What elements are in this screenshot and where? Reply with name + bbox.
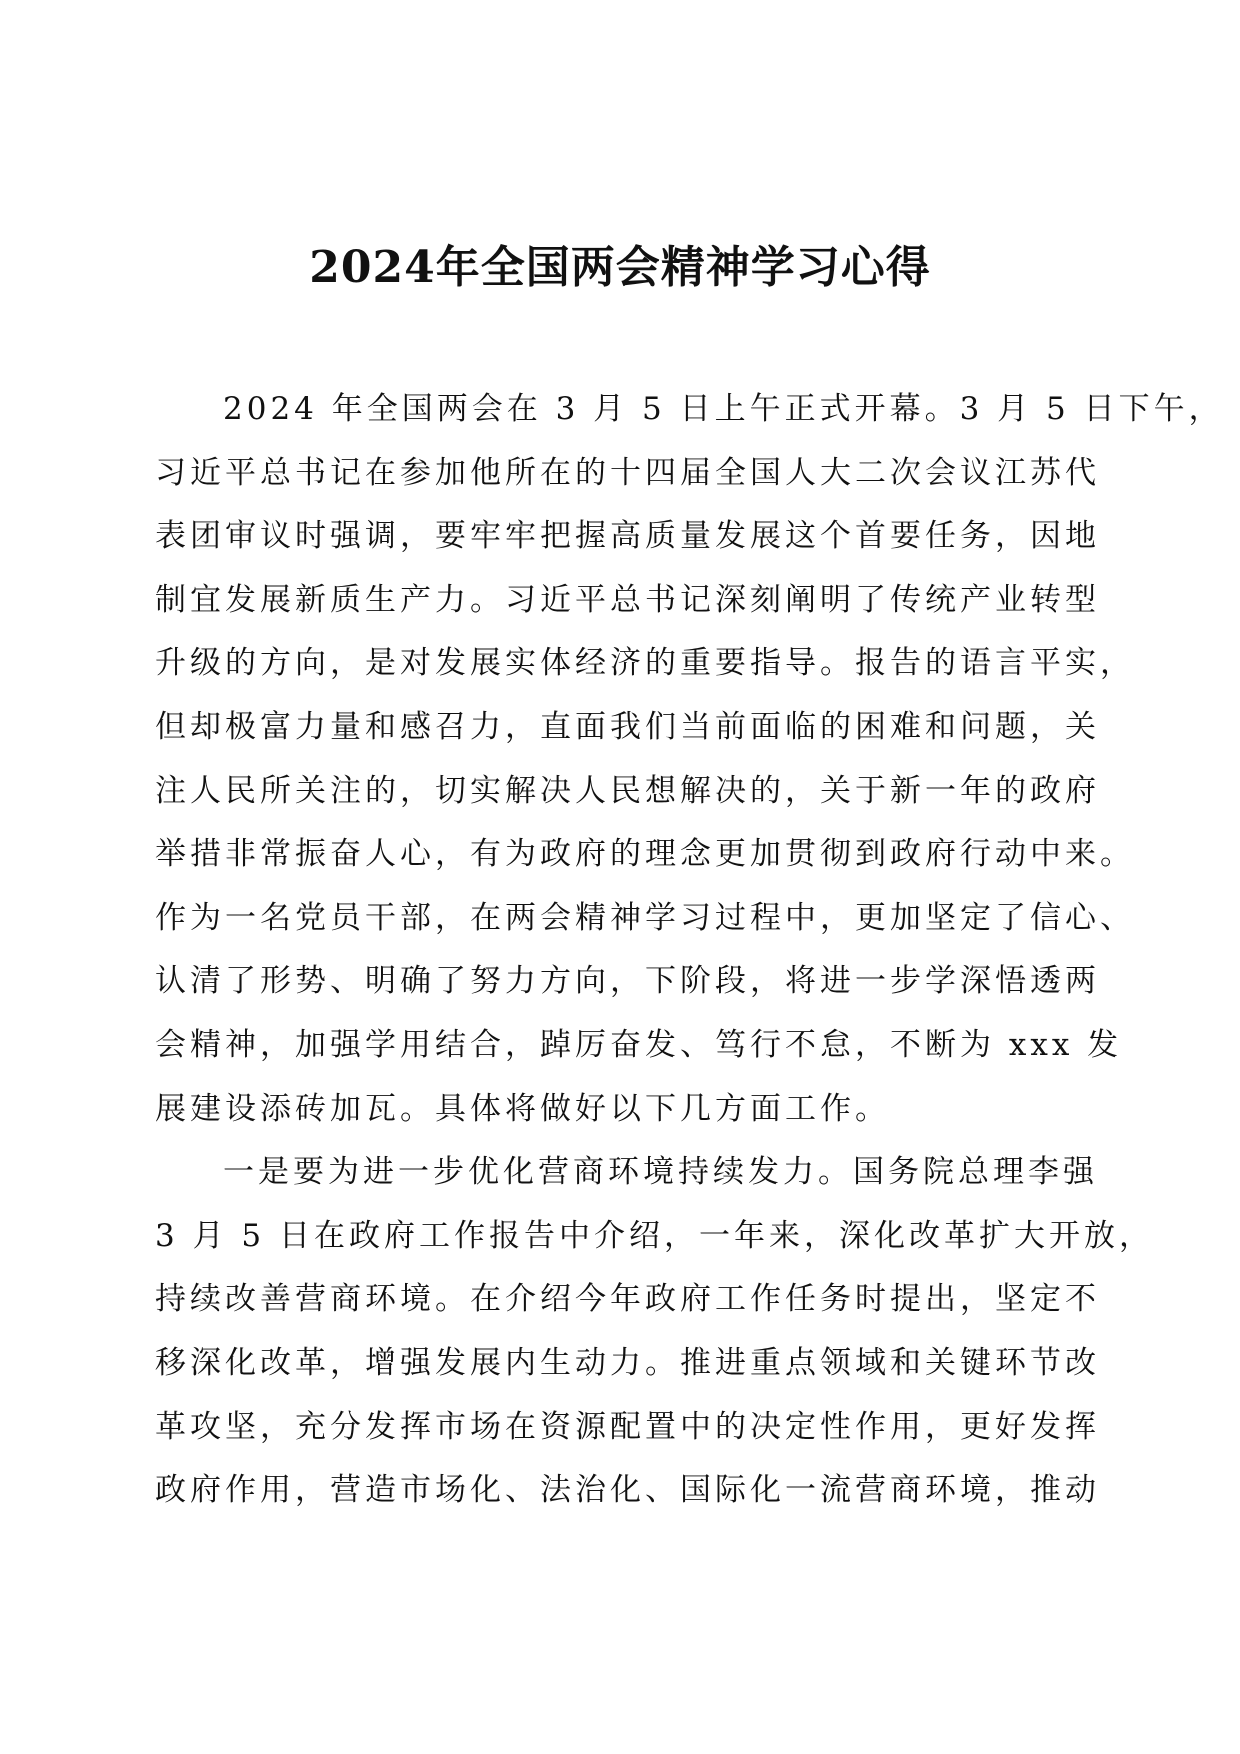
paragraph-line: 认清了形势、明确了努力方向，下阶段，将进一步学深悟透两 bbox=[155, 963, 1100, 1000]
paragraph-line: 升级的方向，是对发展实体经济的重要指导。报告的语言平实， bbox=[155, 645, 1135, 682]
document-title: 2024年全国两会精神学习心得 bbox=[309, 242, 931, 293]
paragraph-line: 作为一名党员干部，在两会精神学习过程中，更加坚定了信心、 bbox=[155, 899, 1135, 936]
paragraph-line: 展建设添砖加瓦。具体将做好以下几方面工作。 bbox=[155, 1090, 890, 1127]
paragraph-line: 举措非常振奋人心，有为政府的理念更加贯彻到政府行动中来。 bbox=[155, 836, 1135, 873]
paragraph-line: 移深化改革，增强发展内生动力。推进重点领域和关键环节改 bbox=[155, 1344, 1100, 1381]
paragraph-line: 但却极富力量和感召力，直面我们当前面临的困难和问题，关 bbox=[155, 708, 1100, 745]
paragraph-line: 一是要为进一步优化营商环境持续发力。国务院总理李强 bbox=[223, 1154, 1098, 1191]
paragraph-line: 持续改善营商环境。在介绍今年政府工作任务时提出，坚定不 bbox=[155, 1281, 1100, 1318]
paragraph-line: 会精神，加强学用结合，踔厉奋发、笃行不怠，不断为 xxx 发 bbox=[155, 1026, 1123, 1063]
paragraph-line: 政府作用，营造市场化、法治化、国际化一流营商环境，推动 bbox=[155, 1472, 1100, 1509]
paragraph-line: 3 月 5 日在政府工作报告中介绍，一年来，深化改革扩大开放， bbox=[155, 1217, 1155, 1254]
paragraph-line: 制宜发展新质生产力。习近平总书记深刻阐明了传统产业转型 bbox=[155, 581, 1100, 618]
paragraph-1 bbox=[155, 378, 1224, 1141]
paragraph-line: 表团审议时强调，要牢牢把握高质量发展这个首要任务，因地 bbox=[155, 518, 1100, 555]
document-body bbox=[155, 378, 1224, 1523]
paragraph-line: 革攻坚，充分发挥市场在资源配置中的决定性作用，更好发挥 bbox=[155, 1408, 1100, 1445]
paragraph-2 bbox=[155, 1141, 1155, 1523]
paragraph-line: 2024 年全国两会在 3 月 5 日上午正式开幕。3 月 5 日下午， bbox=[223, 391, 1224, 427]
paragraph-line: 习近平总书记在参加他所在的十四届全国人大二次会议江苏代 bbox=[155, 454, 1100, 491]
paragraph-line: 注人民所关注的，切实解决人民想解决的，关于新一年的政府 bbox=[155, 772, 1100, 809]
